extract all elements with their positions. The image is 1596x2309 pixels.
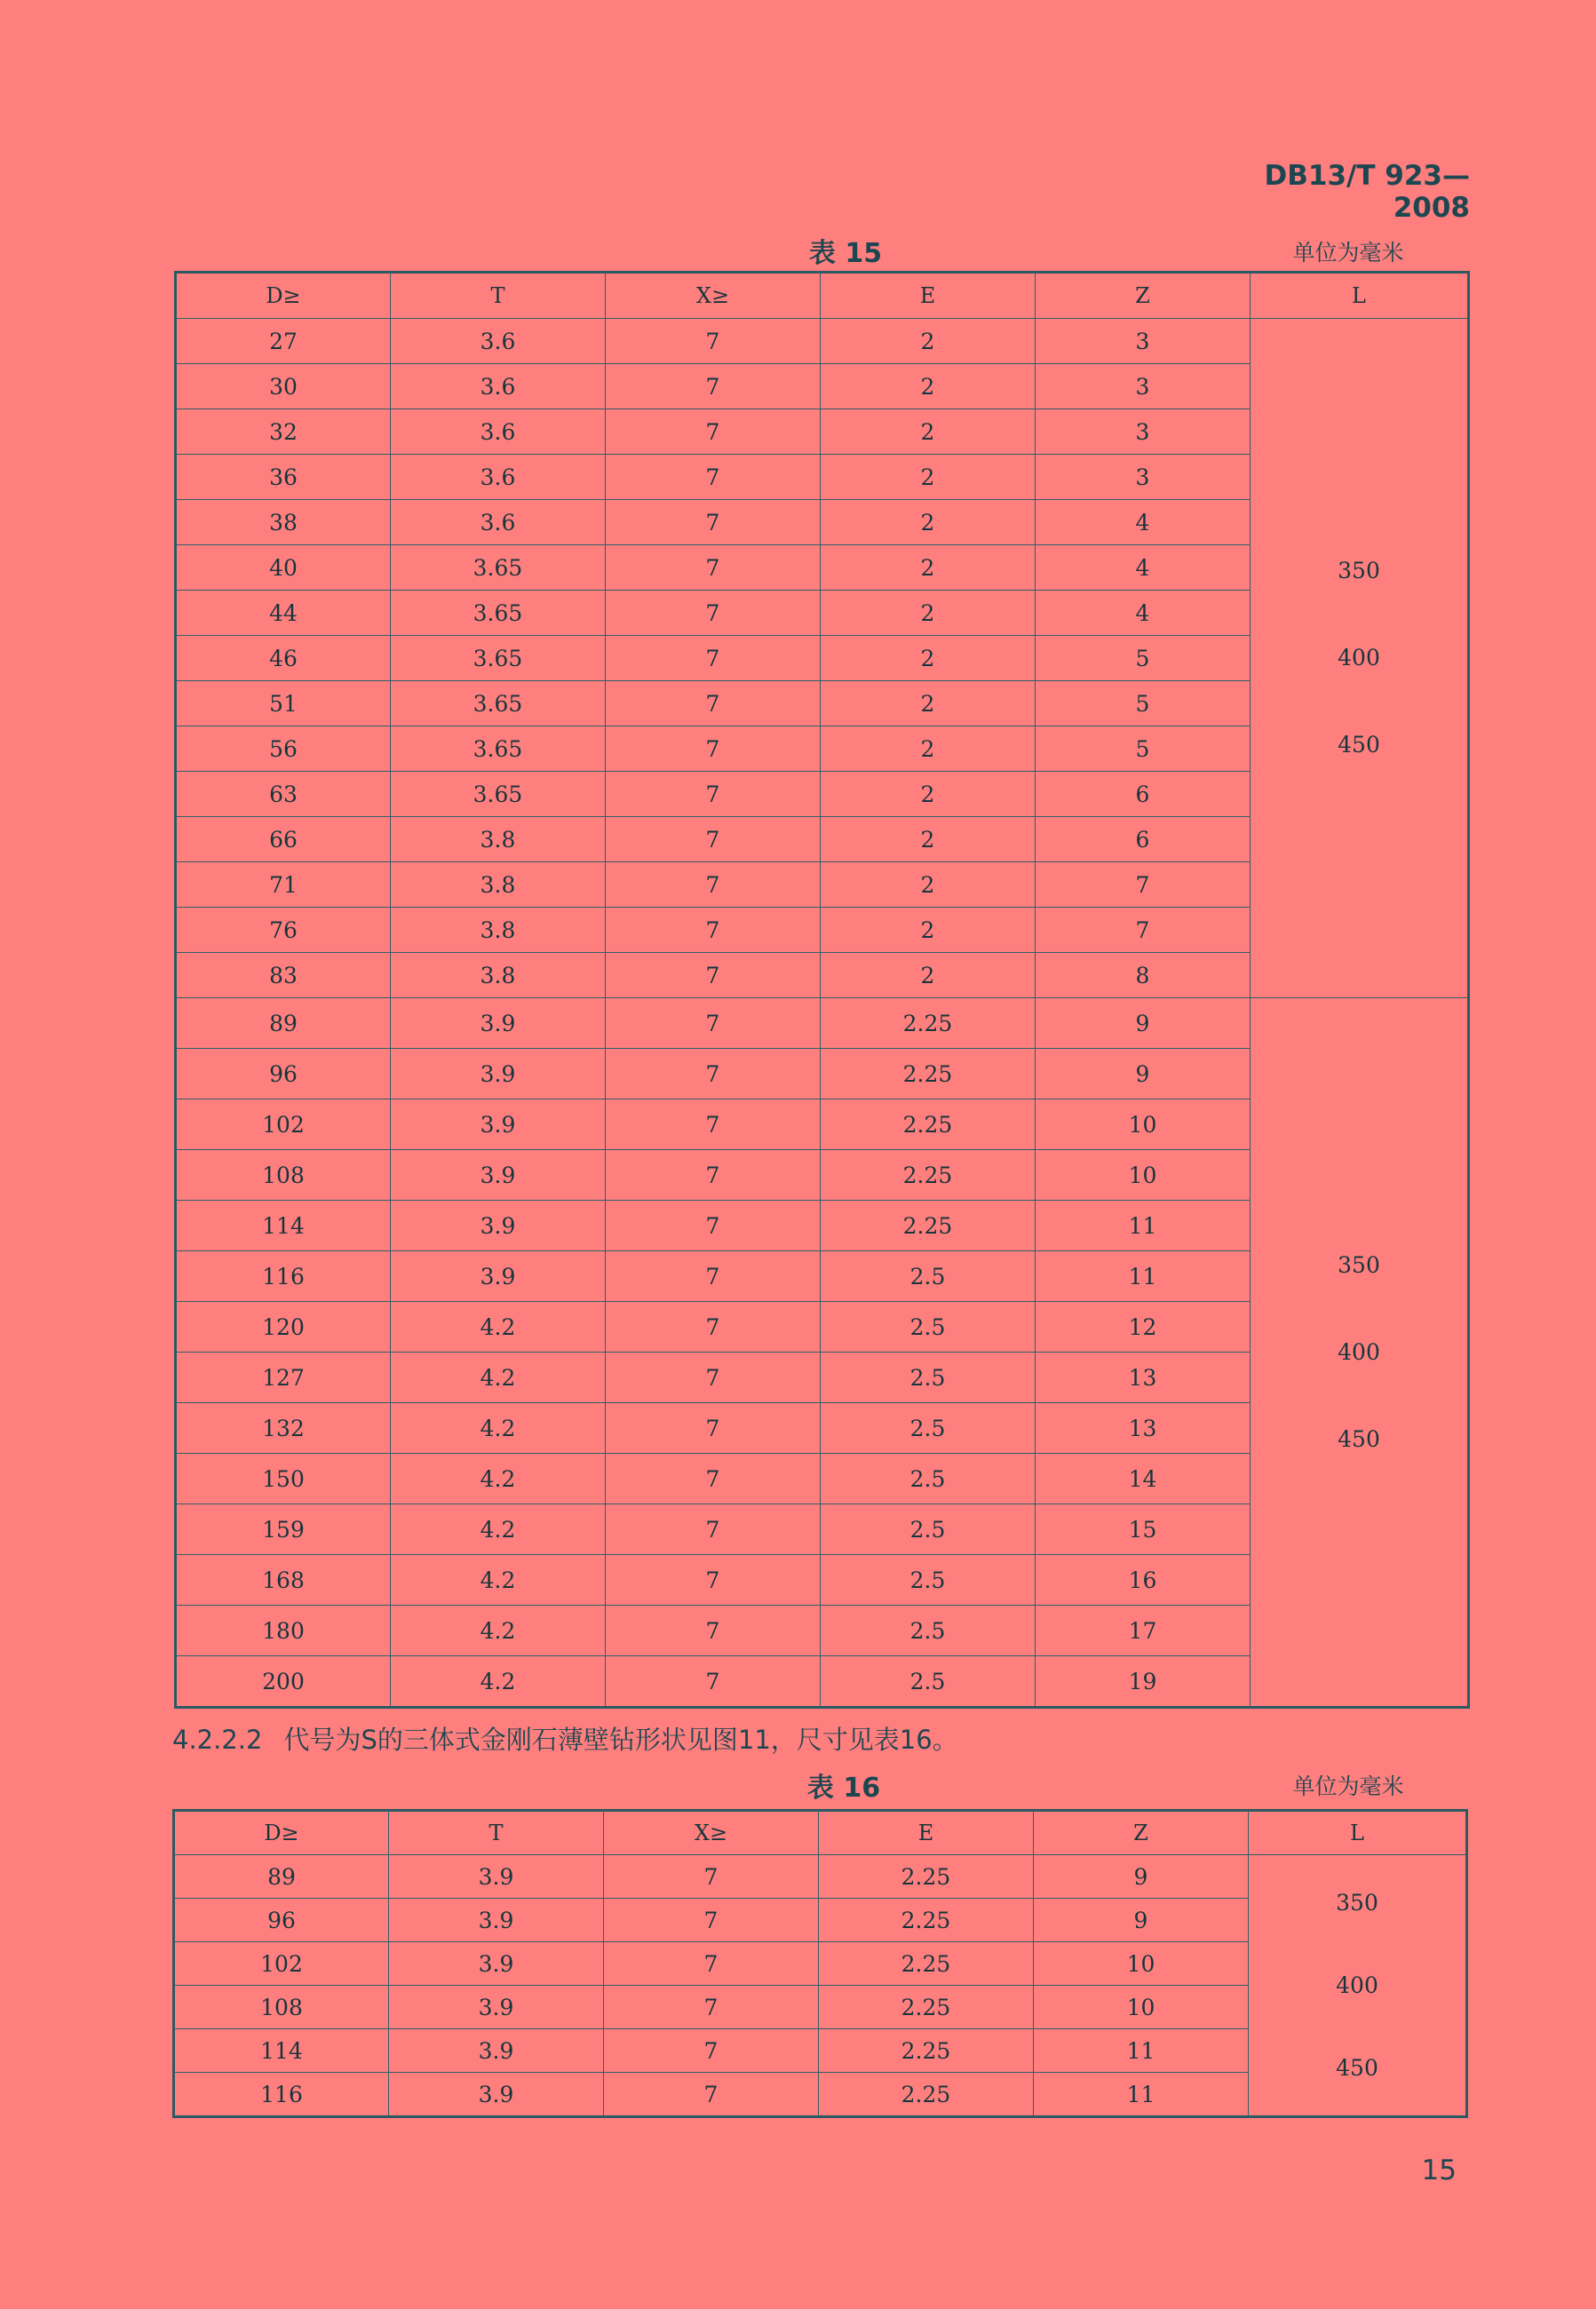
table-cell: 2 (821, 500, 1036, 545)
table16-header-row (174, 1811, 1467, 1855)
table-cell: 4.2 (391, 1353, 606, 1403)
table-cell: 44 (176, 591, 391, 636)
table-cell: 3.65 (391, 681, 606, 726)
table-cell: 2 (821, 636, 1036, 681)
table-cell: 27 (176, 319, 391, 364)
col-header-e: E (821, 273, 1036, 319)
table-cell: 2.5 (821, 1302, 1036, 1353)
table-cell: 76 (176, 908, 391, 953)
table-cell: 2.5 (821, 1251, 1036, 1302)
table-cell: 7 (606, 1251, 821, 1302)
table-cell: 4.2 (391, 1606, 606, 1656)
table-cell: 7 (606, 1403, 821, 1454)
table-cell: 120 (176, 1302, 391, 1353)
table-cell: 7 (604, 2073, 819, 2117)
table-cell: 3.9 (391, 1099, 606, 1150)
table-cell: 2.25 (819, 2073, 1034, 2117)
table-cell: 9 (1034, 1899, 1249, 1942)
table-cell: 3.9 (391, 1251, 606, 1302)
table15-unit: 单位为毫米 (1292, 240, 1404, 266)
l-value: 400 (1338, 645, 1380, 670)
table-cell: 38 (176, 500, 391, 545)
table-cell: 4 (1036, 500, 1251, 545)
table-cell: 7 (606, 1504, 821, 1555)
table-cell: 7 (606, 409, 821, 455)
table-cell: 3 (1036, 455, 1251, 500)
table-cell: 7 (604, 1986, 819, 2029)
col-header-t: T (389, 1811, 604, 1855)
table-cell: 3.65 (391, 772, 606, 817)
table-cell: 108 (176, 1150, 391, 1201)
table-cell: 10 (1036, 1150, 1251, 1201)
table-cell: 7 (606, 1150, 821, 1201)
table-cell: 12 (1036, 1302, 1251, 1353)
table-cell: 16 (1036, 1555, 1251, 1606)
table-cell: 30 (176, 364, 391, 409)
table-cell: 2.25 (821, 1150, 1036, 1201)
table-cell: 66 (176, 817, 391, 862)
table-cell: 3.9 (389, 2073, 604, 2117)
table-cell: 2.5 (821, 1353, 1036, 1403)
table-cell: 2.25 (821, 1049, 1036, 1099)
table-cell: 114 (176, 1201, 391, 1251)
table-cell: 2 (821, 953, 1036, 998)
table-cell: 127 (176, 1353, 391, 1403)
table-cell: 2.25 (819, 1855, 1034, 1899)
table-cell: 7 (606, 1454, 821, 1504)
table-cell: 3.65 (391, 545, 606, 591)
l-value: 350 (1338, 1251, 1380, 1278)
table-cell: 3.8 (391, 953, 606, 998)
table-cell: 2 (821, 908, 1036, 953)
table-cell: 114 (174, 2029, 389, 2073)
table-cell: 180 (176, 1606, 391, 1656)
table15-header-row (176, 273, 1469, 319)
table-cell: 40 (176, 545, 391, 591)
table-cell: 116 (176, 1251, 391, 1302)
l-values-cell (1251, 998, 1469, 1708)
table-cell: 2 (821, 817, 1036, 862)
clause-number: 4.2.2.2 (172, 1725, 263, 1755)
table-cell: 116 (174, 2073, 389, 2117)
table-cell: 17 (1036, 1606, 1251, 1656)
table-cell: 3.6 (391, 500, 606, 545)
table-cell: 2 (821, 591, 1036, 636)
table-cell: 3.6 (391, 455, 606, 500)
table-cell: 4.2 (391, 1403, 606, 1454)
table-cell: 7 (604, 2029, 819, 2073)
table-cell: 10 (1036, 1099, 1251, 1150)
table-15 (174, 271, 1470, 1709)
table-cell: 2.25 (819, 1899, 1034, 1942)
table-cell: 7 (1036, 908, 1251, 953)
table-cell: 32 (176, 409, 391, 455)
table-cell: 7 (606, 1049, 821, 1099)
table-cell: 13 (1036, 1353, 1251, 1403)
table-cell: 13 (1036, 1403, 1251, 1454)
table-cell: 2.5 (821, 1454, 1036, 1504)
table-cell: 46 (176, 636, 391, 681)
table-cell: 11 (1036, 1251, 1251, 1302)
table-row (176, 998, 1469, 1049)
l-value: 400 (1336, 1972, 1378, 1998)
table-cell: 63 (176, 772, 391, 817)
col-header-e: E (819, 1811, 1034, 1855)
table-cell: 9 (1036, 998, 1251, 1049)
table-cell: 2 (821, 726, 1036, 772)
table-cell: 3.8 (391, 817, 606, 862)
table-cell: 4.2 (391, 1454, 606, 1504)
table-cell: 3.9 (389, 2029, 604, 2073)
l-values-cell (1249, 1855, 1467, 2117)
clause-text: 代号为S的三体式金刚石薄壁钻形状见图11，尺寸见表16。 (283, 1725, 958, 1755)
table-cell: 150 (176, 1454, 391, 1504)
table-cell: 7 (606, 998, 821, 1049)
l-value: 350 (1338, 558, 1380, 583)
table-cell: 4.2 (391, 1656, 606, 1708)
col-header-x: X≥ (604, 1811, 819, 1855)
table-cell: 3.65 (391, 726, 606, 772)
table-cell: 9 (1036, 1049, 1251, 1099)
table-cell: 10 (1034, 1942, 1249, 1986)
table-cell: 7 (606, 500, 821, 545)
table-cell: 56 (176, 726, 391, 772)
table-cell: 15 (1036, 1504, 1251, 1555)
table-cell: 51 (176, 681, 391, 726)
table-cell: 168 (176, 1555, 391, 1606)
table-cell: 3 (1036, 364, 1251, 409)
table-cell: 7 (606, 1656, 821, 1708)
table-cell: 7 (606, 726, 821, 772)
table-16 (172, 1809, 1468, 2118)
table-cell: 159 (176, 1504, 391, 1555)
table-cell: 36 (176, 455, 391, 500)
table16-unit: 单位为毫米 (1292, 1773, 1404, 1799)
l-value: 400 (1338, 1338, 1380, 1365)
table-cell: 3.6 (391, 319, 606, 364)
table-cell: 2.25 (819, 1942, 1034, 1986)
table-cell: 2.25 (819, 2029, 1034, 2073)
table-cell: 2.25 (821, 1201, 1036, 1251)
table-cell: 3.9 (391, 1150, 606, 1201)
col-header-t: T (391, 273, 606, 319)
table-cell: 2 (821, 319, 1036, 364)
table-cell: 89 (176, 998, 391, 1049)
table-cell: 7 (606, 1201, 821, 1251)
l-value: 450 (1338, 1425, 1380, 1452)
table-cell: 6 (1036, 817, 1251, 862)
table-cell: 7 (606, 772, 821, 817)
table-row (174, 1855, 1467, 1899)
table-cell: 2.5 (821, 1504, 1036, 1555)
table-cell: 2.25 (821, 998, 1036, 1049)
table-cell: 3 (1036, 409, 1251, 455)
table-cell: 7 (606, 1302, 821, 1353)
table-cell: 7 (606, 1606, 821, 1656)
table-cell: 14 (1036, 1454, 1251, 1504)
table-cell: 3.9 (391, 1049, 606, 1099)
table-cell: 7 (1036, 862, 1251, 908)
table-cell: 132 (176, 1403, 391, 1454)
table-cell: 19 (1036, 1656, 1251, 1708)
table-cell: 11 (1034, 2029, 1249, 2073)
table-cell: 11 (1034, 2073, 1249, 2117)
table-cell: 3.9 (389, 1899, 604, 1942)
table-cell: 3.65 (391, 636, 606, 681)
l-value: 350 (1336, 1890, 1378, 1916)
table-cell: 2 (821, 772, 1036, 817)
table-cell: 6 (1036, 772, 1251, 817)
col-header-d: D≥ (176, 273, 391, 319)
table-cell: 2.25 (819, 1986, 1034, 2029)
table-cell: 4.2 (391, 1555, 606, 1606)
table-cell: 4.2 (391, 1504, 606, 1555)
table-cell: 3.9 (391, 1201, 606, 1251)
col-header-l: L (1249, 1811, 1467, 1855)
table-cell: 3 (1036, 319, 1251, 364)
table-cell: 7 (606, 545, 821, 591)
table-cell: 7 (604, 1899, 819, 1942)
table-cell: 2.5 (821, 1656, 1036, 1708)
table-cell: 7 (604, 1942, 819, 1986)
table-cell: 2.5 (821, 1555, 1036, 1606)
l-value: 450 (1336, 2055, 1378, 2081)
table-cell: 108 (174, 1986, 389, 2029)
table-cell: 4.2 (391, 1302, 606, 1353)
table-cell: 5 (1036, 636, 1251, 681)
table-cell: 89 (174, 1855, 389, 1899)
table-cell: 2 (821, 364, 1036, 409)
col-header-l: L (1251, 273, 1469, 319)
table-cell: 5 (1036, 726, 1251, 772)
table-cell: 11 (1036, 1201, 1251, 1251)
table-cell: 96 (176, 1049, 391, 1099)
col-header-x: X≥ (606, 273, 821, 319)
table-cell: 7 (606, 455, 821, 500)
page-number: 15 (1421, 2154, 1457, 2186)
table-cell: 2 (821, 681, 1036, 726)
table-cell: 2.5 (821, 1403, 1036, 1454)
table-cell: 3.6 (391, 409, 606, 455)
table-cell: 7 (606, 817, 821, 862)
table-cell: 3.9 (389, 1855, 604, 1899)
col-header-z: Z (1034, 1811, 1249, 1855)
table-cell: 7 (606, 953, 821, 998)
table-cell: 2 (821, 862, 1036, 908)
table-cell: 7 (606, 1099, 821, 1150)
table-cell: 7 (606, 319, 821, 364)
table-cell: 3.65 (391, 591, 606, 636)
table-row (176, 319, 1469, 364)
table-cell: 2.5 (821, 1606, 1036, 1656)
table-cell: 3.9 (389, 1942, 604, 1986)
table-cell: 2 (821, 545, 1036, 591)
table-cell: 7 (606, 1555, 821, 1606)
clause-4-2-2-2 (172, 1720, 958, 1757)
table-cell: 9 (1034, 1855, 1249, 1899)
col-header-z: Z (1036, 273, 1251, 319)
table-cell: 7 (606, 1353, 821, 1403)
table-cell: 3.9 (391, 998, 606, 1049)
table-cell: 3.8 (391, 908, 606, 953)
table-cell: 102 (176, 1099, 391, 1150)
table-cell: 96 (174, 1899, 389, 1942)
table-cell: 5 (1036, 681, 1251, 726)
table-cell: 83 (176, 953, 391, 998)
table-cell: 7 (606, 364, 821, 409)
table16-caption: 表 16 (806, 1773, 881, 1804)
document-code: DB13/T 923—2008 (1264, 160, 1470, 224)
table-cell: 2 (821, 409, 1036, 455)
l-values-cell (1251, 319, 1469, 998)
table-cell: 7 (606, 636, 821, 681)
table-cell: 4 (1036, 591, 1251, 636)
table-cell: 4 (1036, 545, 1251, 591)
table-cell: 3.6 (391, 364, 606, 409)
table15-caption: 表 15 (808, 238, 883, 269)
table-cell: 7 (606, 591, 821, 636)
table-cell: 7 (606, 862, 821, 908)
table-cell: 7 (604, 1855, 819, 1899)
table-cell: 200 (176, 1656, 391, 1708)
table-cell: 3.9 (389, 1986, 604, 2029)
table-cell: 2 (821, 455, 1036, 500)
col-header-d: D≥ (174, 1811, 389, 1855)
table-cell: 8 (1036, 953, 1251, 998)
table-cell: 102 (174, 1942, 389, 1986)
table-cell: 2.25 (821, 1099, 1036, 1150)
table-cell: 71 (176, 862, 391, 908)
table-cell: 7 (606, 908, 821, 953)
table-cell: 3.8 (391, 862, 606, 908)
l-value: 450 (1338, 732, 1380, 758)
table-cell: 10 (1034, 1986, 1249, 2029)
table-cell: 7 (606, 681, 821, 726)
